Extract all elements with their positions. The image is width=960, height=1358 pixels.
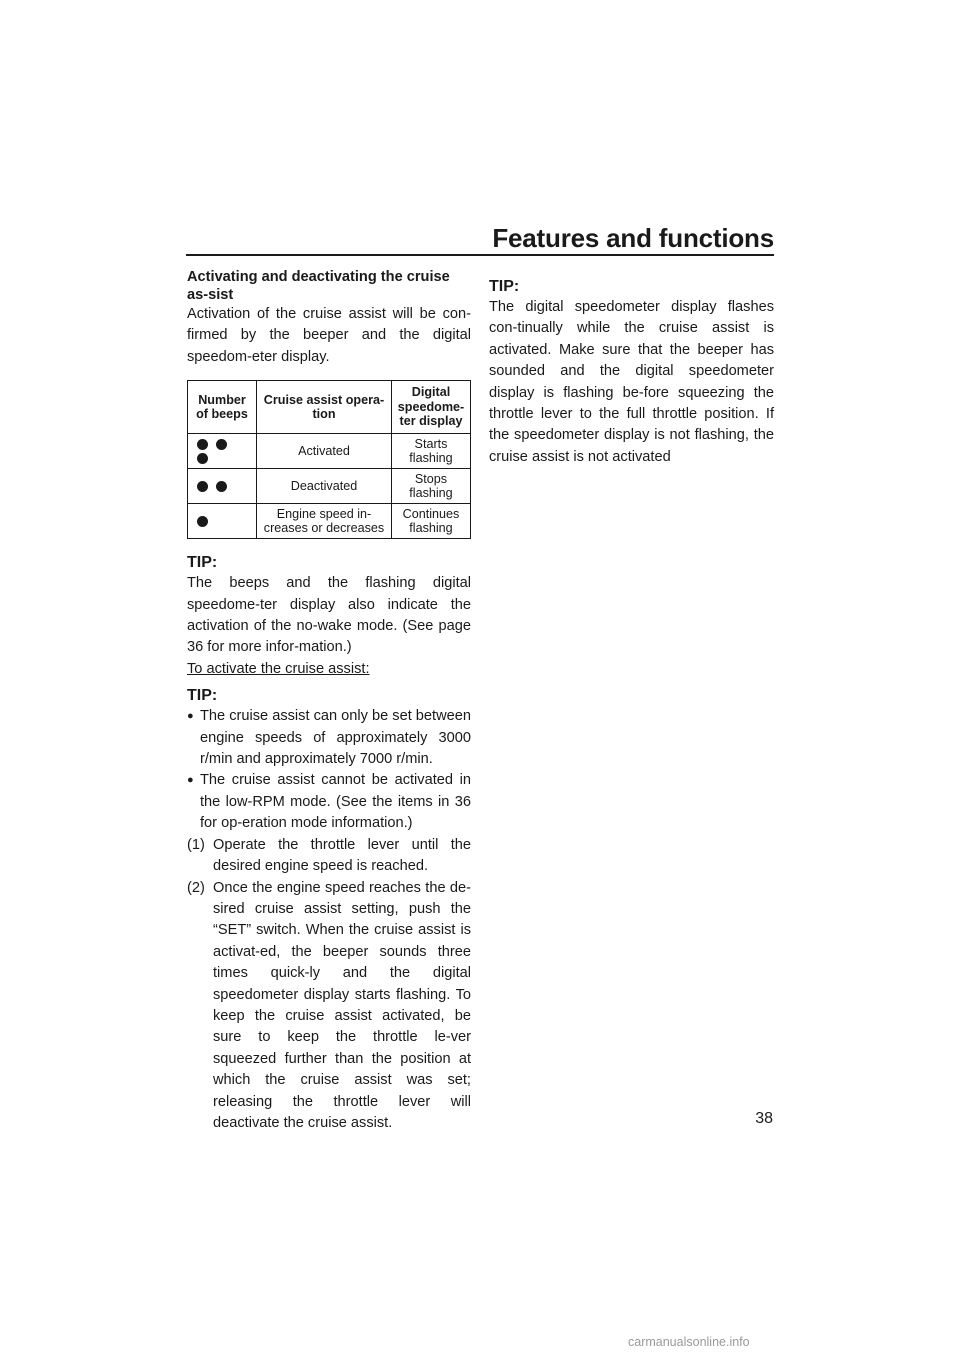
beep-dot-icon (216, 481, 227, 492)
operation-cell: Deactivated (257, 469, 392, 504)
tip-bullet-list (187, 706, 471, 834)
step-number: (2) (187, 879, 205, 896)
display-cell: Continues flashing (392, 504, 471, 539)
table-row (188, 504, 471, 539)
table-row (188, 434, 471, 469)
header-number-of-beeps: Number of beeps (188, 381, 257, 434)
tip-label: TIP: (187, 687, 218, 705)
activate-heading: To activate the cruise assist: (187, 660, 370, 677)
beep-dots-1 (188, 504, 257, 539)
header-cruise-assist-operation: Cruise assist opera-tion (257, 381, 392, 434)
tip-text: The beeps and the flashing digital speedome-ter display also indicate the activation of the no-wake mode. (See page 36 for more infor-mation.) (187, 575, 471, 656)
step-number: (1) (187, 836, 205, 853)
header-digital-speedometer-display: Digital speedome-ter display (392, 381, 471, 434)
display-cell: Starts flashing (392, 434, 471, 469)
step-text: Once the engine speed reaches the de-sired cruise assist setting, push the “SET” switch. When the cruise assist is activat-ed, the beeper sounds three times quick-ly and the digital speedometer display starts flashing. To keep the cruise assist activated, be sure to keep the throttle le-ver squeezed further than the position at which the cruise assist was set; releasing the throttle lever will deactivate the cruise assist. (213, 879, 471, 1131)
intro-paragraph: Activation of the cruise assist will be con-firmed by the beeper and the digital speedom-eter display. (187, 306, 471, 365)
page-title: Features and functions (492, 223, 774, 253)
beep-dot-icon (197, 481, 208, 492)
beep-dot-icon (197, 439, 208, 450)
operation-cell: Engine speed in-creases or decreases (257, 504, 392, 539)
display-cell: Stops flashing (392, 469, 471, 504)
page-number: 38 (755, 1110, 773, 1127)
tip-label: TIP: (187, 554, 218, 572)
page-header (186, 222, 774, 256)
operation-cell: Activated (257, 434, 392, 469)
table-header-row (188, 381, 471, 434)
beep-table (187, 380, 471, 539)
beep-dots-3 (188, 434, 257, 469)
watermark: carmanualsonline.info (628, 1335, 750, 1349)
beep-dot-icon (197, 453, 208, 464)
beep-dot-icon (216, 439, 227, 450)
tip-label: TIP: (489, 278, 520, 295)
tip-text: The digital speedometer display flashes con-tinually while the cruise assist is activated. Make sure that the beeper has sounded and the digital speedometer display is flashing be-fore squeezing the throttle lever to the full throttle position. If the speedometer display is not flashing, the cruise assist is not activated (489, 299, 774, 465)
step-item (187, 835, 471, 878)
step-item (187, 878, 471, 1135)
right-column (489, 269, 774, 468)
left-column (187, 269, 471, 1134)
section-heading: Activating and deactivating the cruise as-sist (187, 269, 450, 303)
list-item: ● The cruise assist can only be set between engine speeds of approximately 3000 r/min and approximately 7000 r/min. (187, 706, 471, 770)
step-text: Operate the throttle lever until the desired engine speed is reached. (213, 836, 471, 875)
beep-dots-2 (188, 469, 257, 504)
list-item: ● The cruise assist cannot be activated in the low-RPM mode. (See the items in 36 for op-eration mode information.) (187, 770, 471, 834)
steps-list (187, 835, 471, 1135)
table-row (188, 469, 471, 504)
beep-dot-icon (197, 516, 208, 527)
